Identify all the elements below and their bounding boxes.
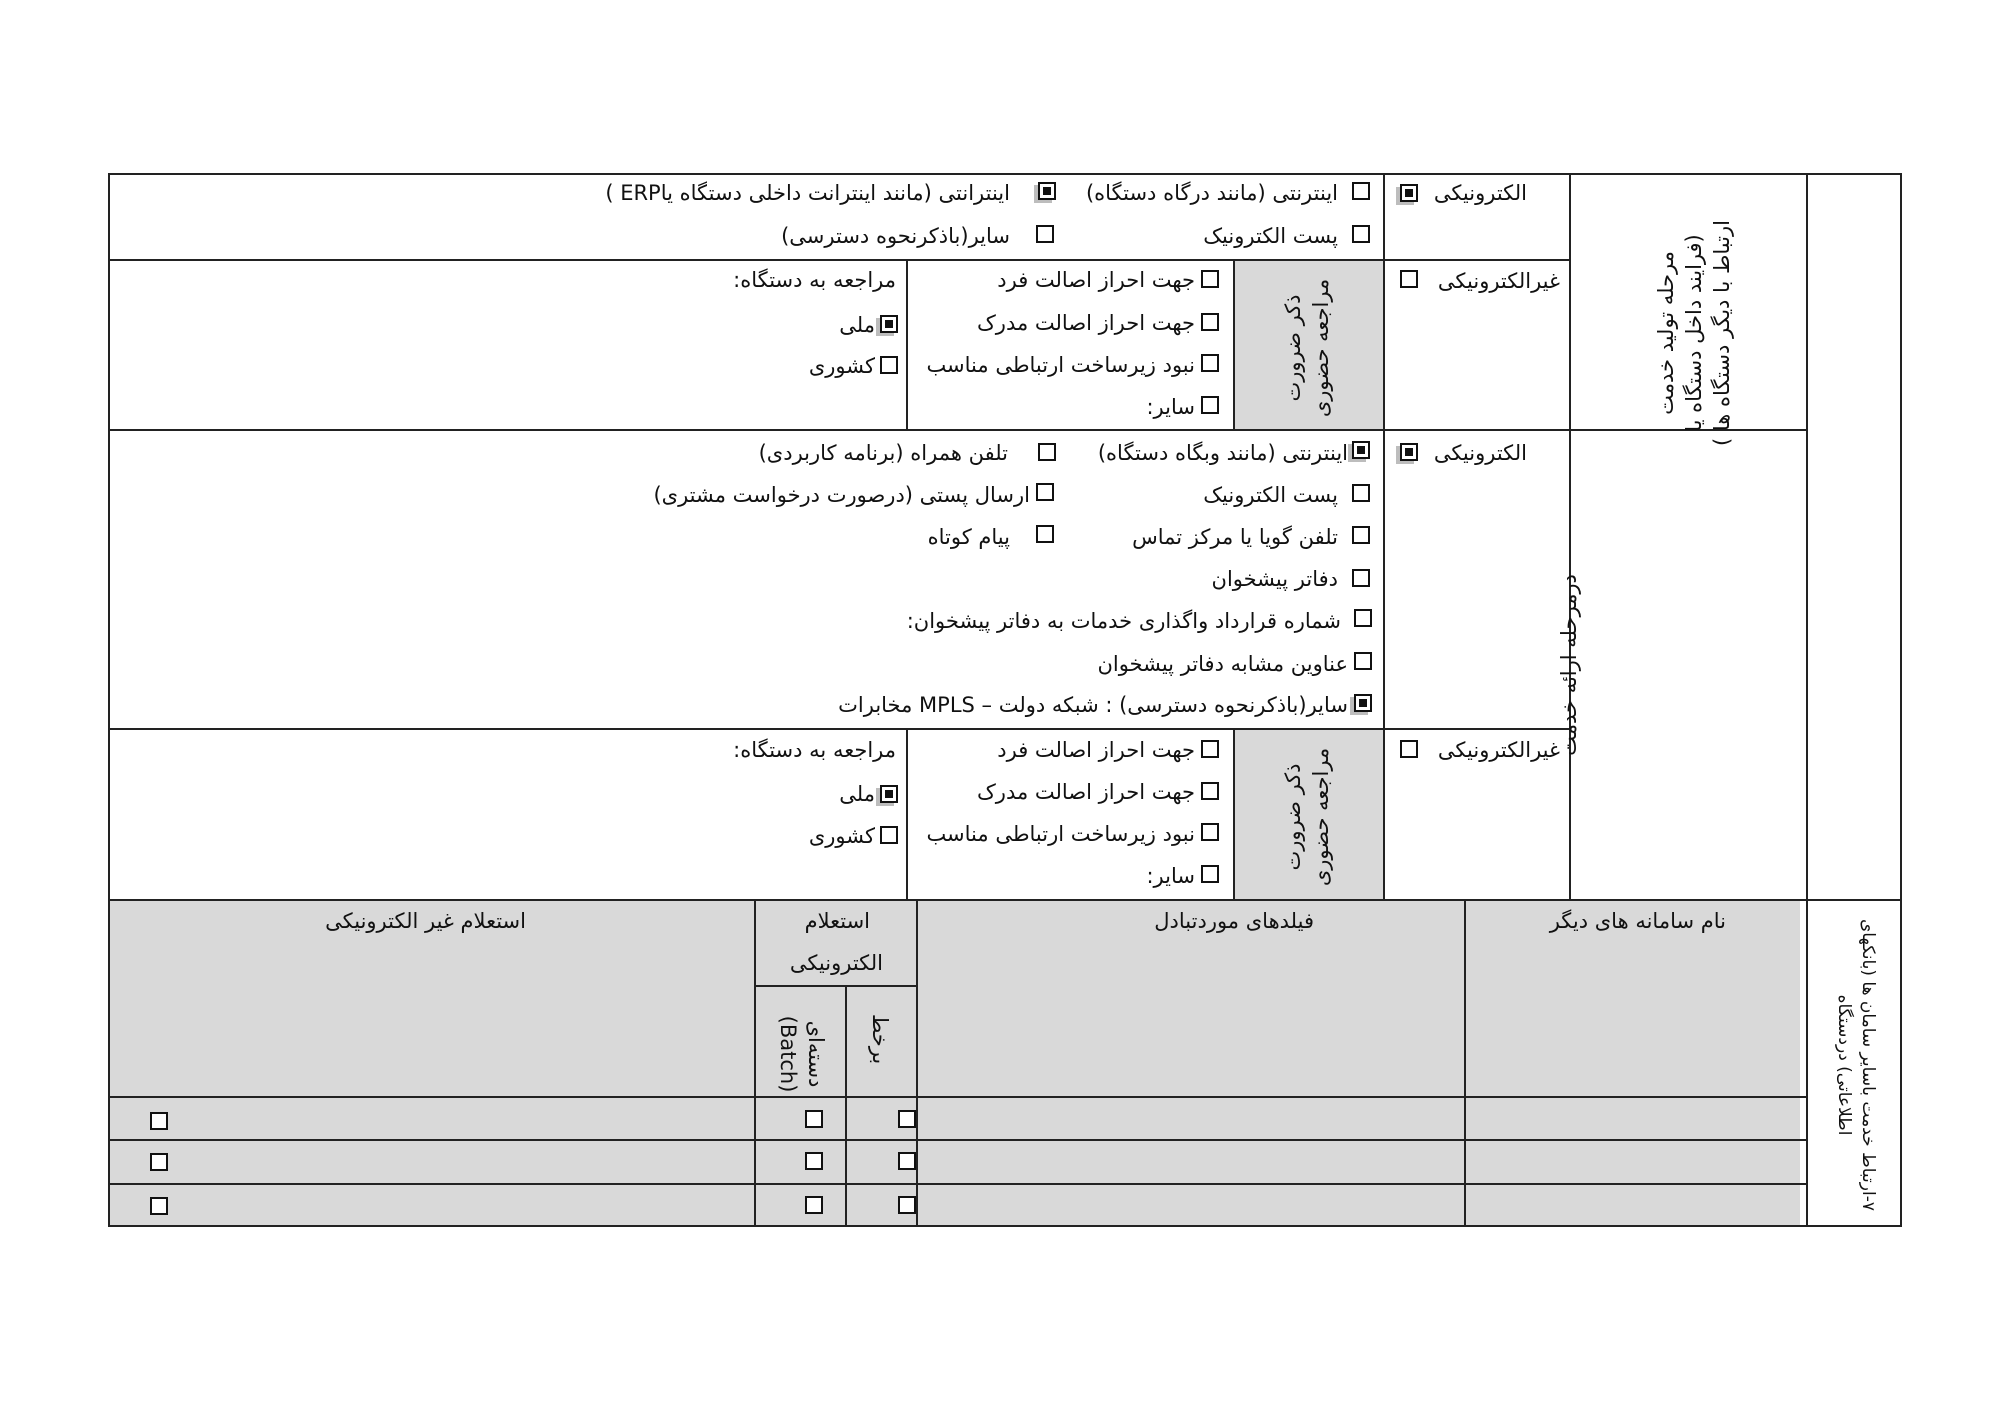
gen-electronic-label: الکترونیکی (1433, 181, 1527, 205)
table-border-right (1900, 173, 1902, 1227)
gen-referral-provincial-checkbox[interactable] (880, 356, 898, 374)
del-reason-other-checkbox[interactable] (1201, 865, 1219, 883)
header-exchanged-fields: فیلدهای موردتبادل (1154, 909, 1314, 933)
del-referral-title: مراجعه به دستگاه: (733, 738, 896, 762)
del-ivr-checkbox[interactable] (1352, 526, 1370, 544)
del-reason-identity-checkbox[interactable] (1201, 740, 1219, 758)
row3-batch-checkbox[interactable] (805, 1196, 823, 1214)
row-line-gen-end (108, 429, 1808, 431)
gen-reason-document-checkbox[interactable] (1201, 313, 1219, 331)
delivery-stage-label: درمرحله ارائه خدمت (1557, 574, 1581, 756)
generation-stage-label: مرحله تولید خدمت (فرایند داخل دستگاه یا ارتباط با دیگر دستگاه ها ) (1654, 220, 1734, 446)
table-border-left (108, 173, 110, 1227)
col-line-reasons-2 (906, 729, 908, 900)
del-similar-label: عناوین مشابه دفاتر پیشخوان (1097, 652, 1348, 676)
del-mobile-checkbox[interactable] (1038, 443, 1056, 461)
table-row-system-1[interactable] (1466, 1098, 1806, 1139)
gen-email-checkbox[interactable] (1352, 225, 1370, 243)
del-referral-provincial-checkbox[interactable] (880, 826, 898, 844)
del-internet-label: اینترنتی (مانند وبگاه دستگاه) (1097, 441, 1348, 465)
gen-other-checkbox[interactable] (1036, 225, 1054, 243)
gen-referral-national-label: ملی (839, 313, 875, 337)
del-reason-document-label: جهت احراز اصالت مدرک (977, 780, 1195, 804)
gen-electronic-checkbox[interactable] (1400, 184, 1418, 202)
table-row-fields-3[interactable] (918, 1185, 1464, 1225)
col-line-elec-inquiry (754, 900, 756, 1227)
del-sms-checkbox[interactable] (1036, 525, 1054, 543)
gen-reason-other-checkbox[interactable] (1201, 396, 1219, 414)
col-line-presence-2 (1233, 729, 1235, 900)
table-row-fields-1[interactable] (918, 1098, 1464, 1139)
del-similar-checkbox[interactable] (1354, 652, 1372, 670)
gen-email-label: پست الکترونیک (1203, 224, 1338, 248)
gen-intranet-label: اینترانتی (مانند اینترانت داخلی دستگاه یاERP ) (605, 181, 1010, 205)
del-ivr-label: تلفن گویا یا مرکز تماس (1132, 525, 1338, 549)
row-line-elec-sub (756, 985, 917, 987)
gen-referral-title: مراجعه به دستگاه: (733, 268, 896, 292)
table-row-system-2[interactable] (1466, 1141, 1806, 1183)
gen-reason-identity-checkbox[interactable] (1201, 270, 1219, 288)
gen-internet-label: اینترنتی (مانند درگاه دستگاه) (1085, 181, 1338, 205)
row3-online-checkbox[interactable] (898, 1196, 916, 1214)
del-reason-infra-checkbox[interactable] (1201, 823, 1219, 841)
del-sms-label: پیام کوتاه (927, 525, 1010, 549)
gen-non-electronic-label: غیرالکترونیکی (1437, 269, 1560, 293)
del-electronic-label: الکترونیکی (1433, 441, 1527, 465)
col-line-reasons-1 (906, 260, 908, 430)
gen-non-electronic-checkbox[interactable] (1400, 270, 1418, 288)
col-line-presence-1 (1233, 260, 1235, 430)
row2-online-checkbox[interactable] (898, 1152, 916, 1170)
del-reason-identity-label: جهت احراز اصالت فرد (997, 738, 1195, 762)
del-reason-infra-label: نبود زیرساخت ارتباطی مناسب (926, 822, 1195, 846)
del-email-checkbox[interactable] (1352, 484, 1370, 502)
del-non-electronic-label: غیرالکترونیکی (1437, 738, 1560, 762)
header-online: برخط (868, 1013, 892, 1065)
del-email-label: پست الکترونیک (1203, 483, 1338, 507)
gen-reason-infra-checkbox[interactable] (1201, 354, 1219, 372)
row3-non-electronic-checkbox[interactable] (150, 1197, 168, 1215)
del-referral-national-checkbox[interactable] (880, 785, 898, 803)
gen-reason-identity-label: جهت احراز اصالت فرد (997, 268, 1195, 292)
header-electronic-inquiry-line2: الکترونیکی (789, 951, 883, 975)
header-batch: دسته‌ای (Batch) (776, 1015, 828, 1093)
row2-batch-checkbox[interactable] (805, 1152, 823, 1170)
del-referral-national-label: ملی (839, 782, 875, 806)
row1-non-electronic-checkbox[interactable] (150, 1112, 168, 1130)
table-border-bottom (108, 1225, 1902, 1227)
gen-internet-checkbox[interactable] (1352, 182, 1370, 200)
del-referral-provincial-label: کشوری (808, 824, 875, 848)
row1-batch-checkbox[interactable] (805, 1110, 823, 1128)
del-contract-checkbox[interactable] (1354, 609, 1372, 627)
gen-presence-header: ذکر ضرورت مراجعه حضوری (1281, 278, 1333, 418)
col-line-type (1383, 173, 1385, 900)
row1-online-checkbox[interactable] (898, 1110, 916, 1128)
gen-reason-infra-label: نبود زیرساخت ارتباطی مناسب (926, 353, 1195, 377)
gen-referral-national-checkbox[interactable] (880, 315, 898, 333)
table-row-fields-2[interactable] (918, 1141, 1464, 1183)
col-line-stage (1569, 173, 1571, 900)
gen-referral-provincial-label: کشوری (808, 354, 875, 378)
del-internet-checkbox[interactable] (1352, 441, 1370, 459)
del-non-electronic-checkbox[interactable] (1400, 740, 1418, 758)
gen-intranet-checkbox[interactable] (1038, 182, 1056, 200)
table-row-system-3[interactable] (1466, 1185, 1806, 1225)
header-other-systems: نام سامانه های دیگر (1549, 909, 1726, 933)
del-contract-label: شماره قرارداد واگذاری خدمات به دفاتر پیشخوان: (906, 609, 1341, 633)
del-postal-checkbox[interactable] (1036, 483, 1054, 501)
gen-reason-document-label: جهت احراز اصالت مدرک (977, 311, 1195, 335)
col-line-index (1806, 173, 1808, 1227)
del-postal-label: ارسال پستی (درصورت درخواست مشتری) (653, 483, 1030, 507)
header-non-electronic-inquiry: استعلام غیر الکترونیکی (325, 909, 526, 933)
del-counter-checkbox[interactable] (1352, 569, 1370, 587)
del-other-checkbox[interactable] (1354, 694, 1372, 712)
del-reason-document-checkbox[interactable] (1201, 782, 1219, 800)
del-reason-other-label: سایر: (1146, 864, 1195, 888)
row2-non-electronic-checkbox[interactable] (150, 1153, 168, 1171)
row-line-del-split (108, 728, 1571, 730)
del-mobile-label: تلفن همراه (برنامه کاربردی) (758, 441, 1008, 465)
integration-row-label: ۷-ارتباط خدمت باسایر سامان ها (بانکهای اطلاعاتی) دردستگاه (1834, 919, 1878, 1211)
header-electronic-inquiry-line1: استعلام (804, 909, 870, 933)
del-electronic-checkbox[interactable] (1400, 443, 1418, 461)
del-counter-label: دفاتر پیشخوان (1211, 567, 1338, 591)
gen-reason-other-label: سایر: (1146, 395, 1195, 419)
gen-other-label: سایر(باذکرنحوه دسترسی) (781, 224, 1010, 248)
del-other-label: سایر(باذکرنحوه دسترسی) : شبکه دولت – MPLS مخابرات (838, 693, 1348, 717)
table-border-top (108, 173, 1902, 175)
row-line-gen-split (108, 259, 1571, 261)
col-line-online (845, 985, 847, 1227)
del-presence-header: ذکر ضرورت مراجعه حضوری (1281, 747, 1333, 887)
row-line-del-end (108, 899, 1902, 901)
